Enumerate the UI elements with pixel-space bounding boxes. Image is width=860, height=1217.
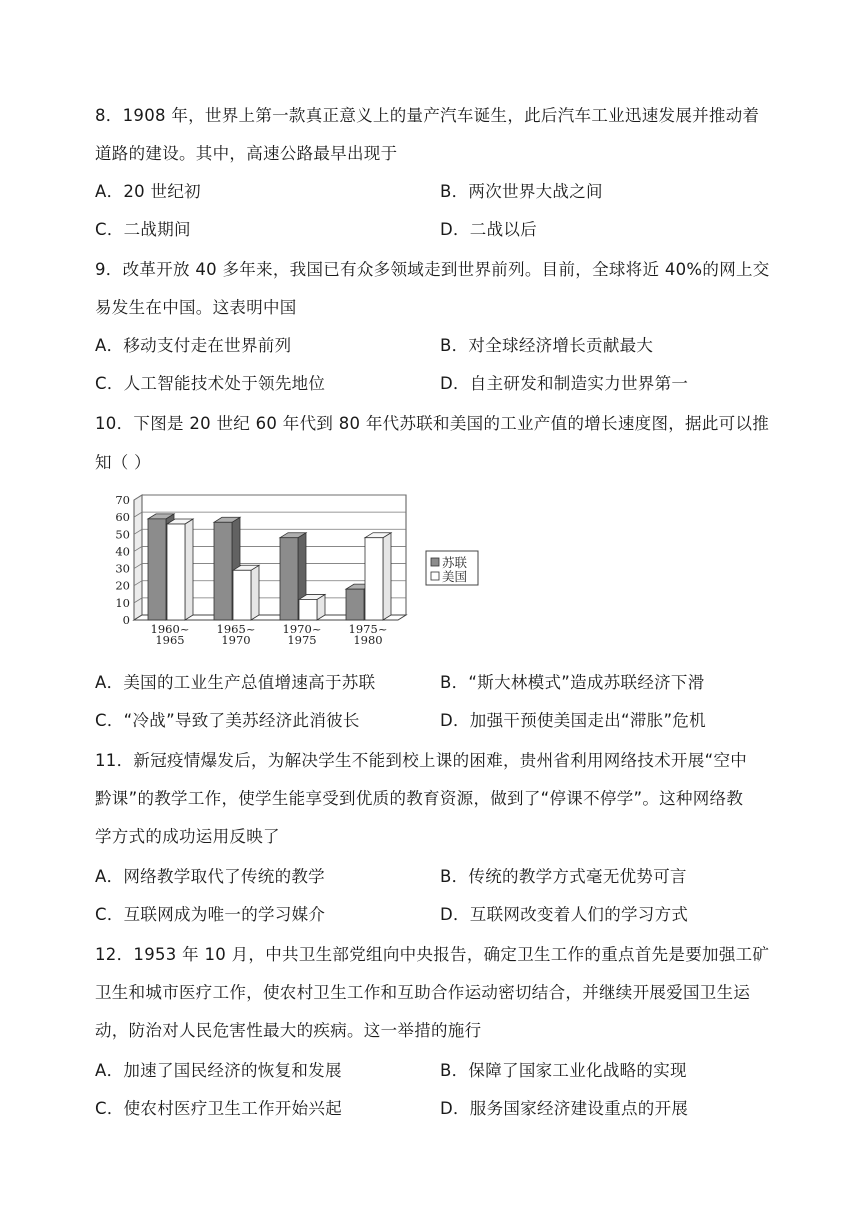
q12-option-a: A．加速了国民经济的恢复和发展	[95, 1061, 342, 1080]
question-8-line-1: 8．1908 年，世界上第一款真正意义上的量产汽车诞生，此后汽车工业迅速发展并推动着	[95, 106, 760, 125]
x-tick-label: 1980	[353, 633, 383, 647]
x-tick-label: 1975~	[348, 622, 388, 636]
bar-ussr	[148, 519, 166, 620]
question-11-line-2: 黔课”的教学工作，使学生能享受到优质的教育资源，做到了“停课不停学”。这种网络教	[95, 789, 744, 808]
y-tick-label: 50	[115, 527, 130, 542]
q12-option-d: D．服务国家经济建设重点的开展	[440, 1099, 689, 1118]
question-12-line-3: 动，防治对人民危害性最大的疾病。这一举措的施行	[95, 1021, 482, 1040]
q12-option-c: C．使农村医疗卫生工作开始兴起	[95, 1099, 343, 1118]
legend-swatch	[431, 558, 439, 566]
q10-option-d: D．加强干预使美国走出“滞胀”危机	[440, 711, 706, 730]
q9-option-c: C．人工智能技术处于领先地位	[95, 374, 326, 393]
bar-ussr	[346, 589, 364, 620]
x-tick-label: 1970	[221, 633, 251, 647]
y-tick-label: 70	[115, 493, 130, 507]
x-tick-label: 1975	[287, 633, 317, 647]
bar-usa	[233, 570, 251, 620]
question-11-line-3: 学方式的成功运用反映了	[95, 827, 280, 846]
bar-usa	[299, 599, 317, 620]
bar-usa	[167, 524, 185, 620]
y-tick-label: 20	[115, 578, 130, 593]
legend-swatch	[431, 572, 439, 580]
question-8-line-2: 道路的建设。其中，高速公路最早出现于	[95, 144, 398, 163]
y-tick-label: 10	[115, 595, 130, 610]
question-12-line-1: 12．1953 年 10 月，中共卫生部党组向中央报告，确定卫生工作的重点首先是要加强工矿	[95, 945, 770, 964]
question-10-line-2: 知（ ）	[95, 453, 151, 472]
x-tick-label: 1965~	[216, 622, 256, 636]
q9-option-d: D．自主研发和制造实力世界第一	[440, 374, 689, 393]
q8-option-a: A．20 世纪初	[95, 182, 201, 201]
legend-label: 苏联	[442, 555, 468, 570]
question-10-line-1: 10．下图是 20 世纪 60 年代到 80 年代苏联和美国的工业产值的增长速度图，据此可以推	[95, 414, 770, 433]
question-9-line-1: 9．改革开放 40 多年来，我国已有众多领域走到世界前列。目前，全球将近 40%的网上交	[95, 260, 770, 279]
q11-option-b: B．传统的教学方式毫无优势可言	[440, 867, 687, 886]
x-tick-label: 1965	[155, 633, 185, 647]
q8-option-c: C．二战期间	[95, 220, 191, 239]
q12-option-b: B．保障了国家工业化战略的实现	[440, 1061, 687, 1080]
q11-option-a: A．网络教学取代了传统的教学	[95, 867, 325, 886]
y-tick-label: 30	[115, 561, 130, 576]
y-tick-label: 40	[115, 544, 130, 559]
bar-side	[383, 533, 391, 620]
question-11-line-1: 11．新冠疫情爆发后，为解决学生不能到校上课的困难，贵州省利用网络技术开展“空中	[95, 751, 748, 770]
legend-label: 美国	[442, 569, 468, 584]
x-tick-label: 1960~	[150, 622, 190, 636]
bar-ussr	[280, 538, 298, 620]
chart-side-wall	[134, 495, 142, 620]
bar-side	[185, 519, 193, 620]
y-tick-label: 0	[122, 613, 130, 627]
q10-option-a: A．美国的工业生产总值增速高于苏联	[95, 673, 376, 692]
q11-option-d: D．互联网改变着人们的学习方式	[440, 905, 689, 924]
q11-option-c: C．互联网成为唯一的学习媒介	[95, 905, 326, 924]
question-9-line-2: 易发生在中国。这表明中国	[95, 298, 297, 317]
q8-option-d: D．二战以后	[440, 220, 538, 239]
bar-side	[251, 565, 259, 620]
q9-option-b: B．对全球经济增长贡献最大	[440, 336, 654, 355]
question-12-line-2: 卫生和城市医疗工作，使农村卫生工作和互助合作运动密切结合，并继续开展爱国卫生运	[95, 983, 751, 1002]
q9-option-a: A．移动支付走在世界前列	[95, 336, 292, 355]
q10-option-c: C．“冷战”导致了美苏经济此消彼长	[95, 711, 360, 730]
bar-ussr	[214, 522, 232, 620]
q8-option-b: B．两次世界大战之间	[440, 182, 603, 201]
x-tick-label: 1970~	[282, 622, 322, 636]
q10-option-b: B．“斯大林模式”造成苏联经济下滑	[440, 673, 705, 692]
growth-rate-bar-chart	[98, 488, 468, 654]
y-tick-label: 60	[115, 510, 130, 525]
bar-usa	[365, 538, 383, 620]
